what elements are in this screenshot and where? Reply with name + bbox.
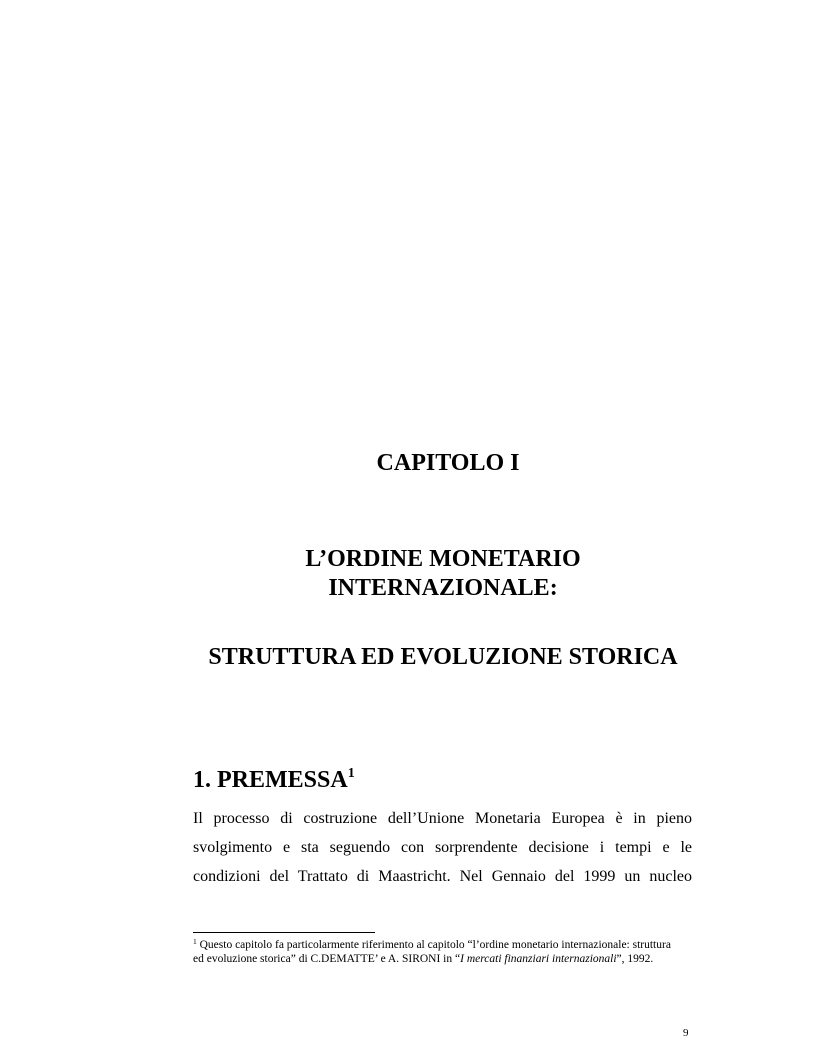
footnote-divider: [193, 932, 375, 933]
body-line-3: condizioni del Trattato di Maastricht. Nel Gennaio del 1999 un nucleo: [193, 868, 692, 885]
footnote-book-title: I mercati finanziari internazionali: [460, 953, 617, 965]
body-line-1: Il processo di costruzione dell’Unione Monetaria Europea è in pieno: [193, 810, 692, 827]
footnote-text-2-pre: ed evoluzione storica” di C.DEMATTE’ e A. SIRONI in “: [193, 953, 461, 965]
body-line-2: svolgimento e sta seguendo con sorprendente decisione i tempi e le: [193, 839, 692, 856]
chapter-title-line-2: INTERNAZIONALE:: [328, 575, 558, 601]
chapter-subtitle: STRUTTURA ED EVOLUZIONE STORICA: [208, 644, 678, 670]
footnote-reference[interactable]: 1: [347, 766, 355, 781]
section-heading-text: 1. PREMESSA: [193, 767, 348, 793]
footnote-text-2-post: ”, 1992.: [616, 953, 654, 965]
body-paragraph: [193, 804, 692, 891]
footnote: [193, 938, 697, 966]
footnote-line-2: [193, 952, 697, 966]
section-heading: [193, 765, 355, 795]
chapter-title: [193, 545, 693, 603]
footnote-text-1: Questo capitolo fa particolarmente riferimento al capitolo “l’ordine monetario internazionale: struttura: [199, 939, 671, 951]
page-number: 9: [683, 1027, 689, 1039]
chapter-title-line-1: L’ORDINE MONETARIO: [305, 546, 581, 572]
chapter-label: CAPITOLO I: [376, 450, 520, 476]
footnote-number: 1: [193, 937, 197, 946]
footnote-line-1: [193, 938, 697, 952]
